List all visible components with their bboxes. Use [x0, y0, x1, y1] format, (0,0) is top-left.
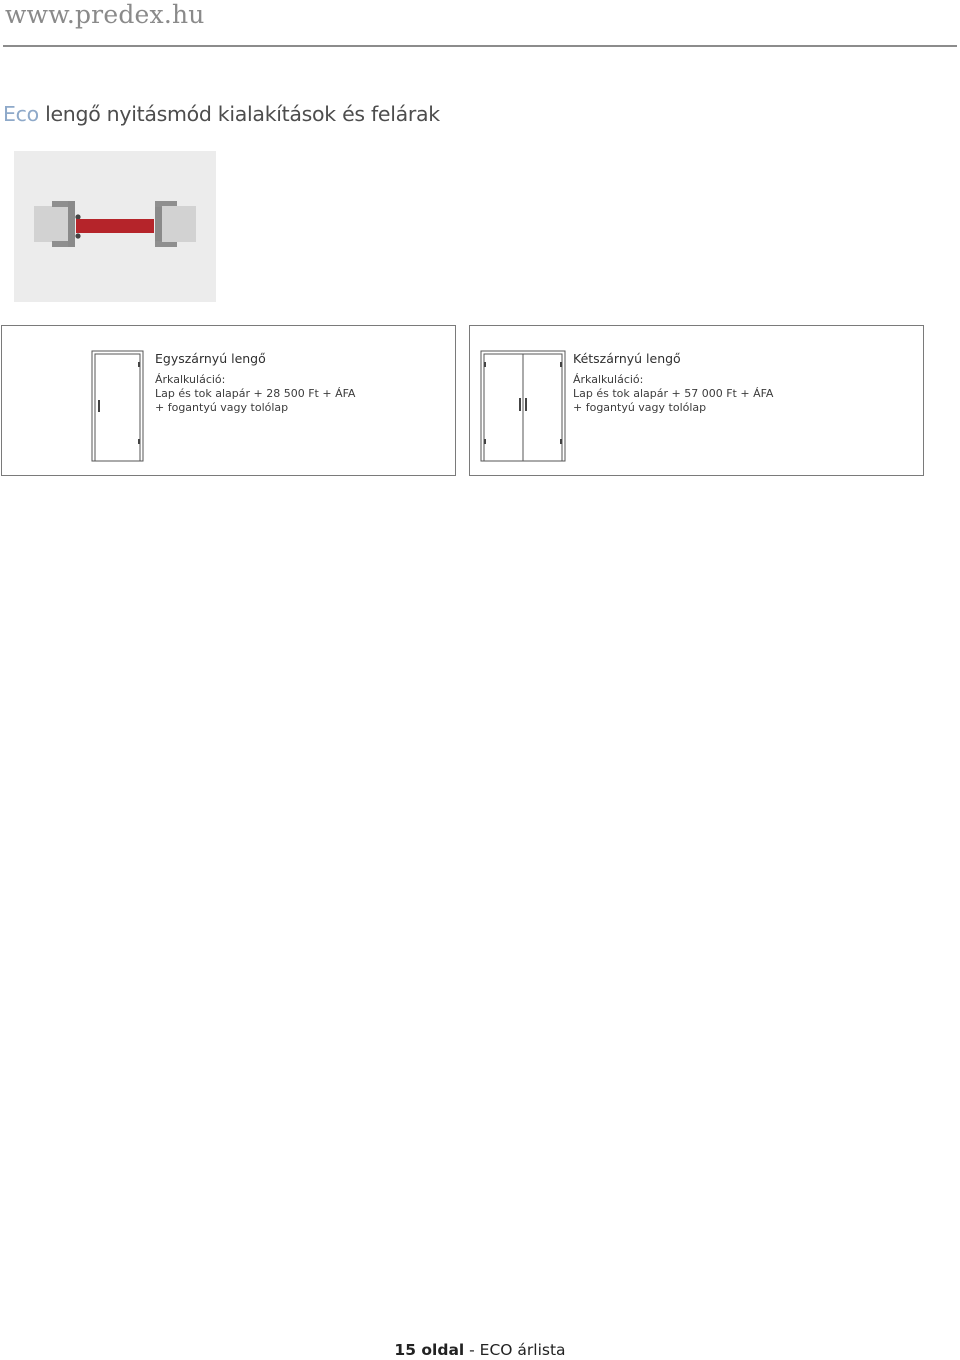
door-section-illustration	[14, 151, 216, 302]
option-extra: + fogantyú vagy tolólap	[573, 401, 707, 414]
single-door-icon	[2, 326, 162, 476]
site-url: www.predex.hu	[5, 0, 205, 29]
header-divider	[3, 45, 957, 47]
page-title	[3, 100, 440, 128]
left-frame-jamb	[68, 201, 75, 247]
option-price: Lap és tok alapár + 57 000 Ft + ÁFA	[573, 387, 774, 400]
page-number: 15 oldal	[394, 1341, 465, 1359]
title-brand: Eco	[3, 102, 39, 126]
double-leaf-option	[469, 325, 924, 476]
single-leaf-option	[1, 325, 456, 476]
hinge-top-icon	[75, 214, 80, 219]
right-wall	[162, 206, 196, 242]
double-door-icon	[470, 326, 580, 476]
option-title: Egyszárnyú lengő	[155, 351, 266, 366]
document-name: ECO árlista	[479, 1341, 566, 1359]
option-title: Kétszárnyú lengő	[573, 351, 681, 366]
hinge-bottom-icon	[75, 233, 80, 238]
footer-separator: -	[464, 1341, 480, 1359]
page-footer	[0, 1340, 960, 1360]
swing-door-section-diagram	[14, 151, 216, 302]
option-calc-label: Árkalkuláció:	[155, 373, 226, 386]
right-frame-jamb	[155, 201, 162, 247]
option-extra: + fogantyú vagy tolólap	[155, 401, 289, 414]
title-text: lengő nyitásmód kialakítások és felárak	[38, 102, 440, 126]
option-price: Lap és tok alapár + 28 500 Ft + ÁFA	[155, 387, 356, 400]
door-leaf	[76, 219, 154, 233]
option-calc-label: Árkalkuláció:	[573, 373, 644, 386]
